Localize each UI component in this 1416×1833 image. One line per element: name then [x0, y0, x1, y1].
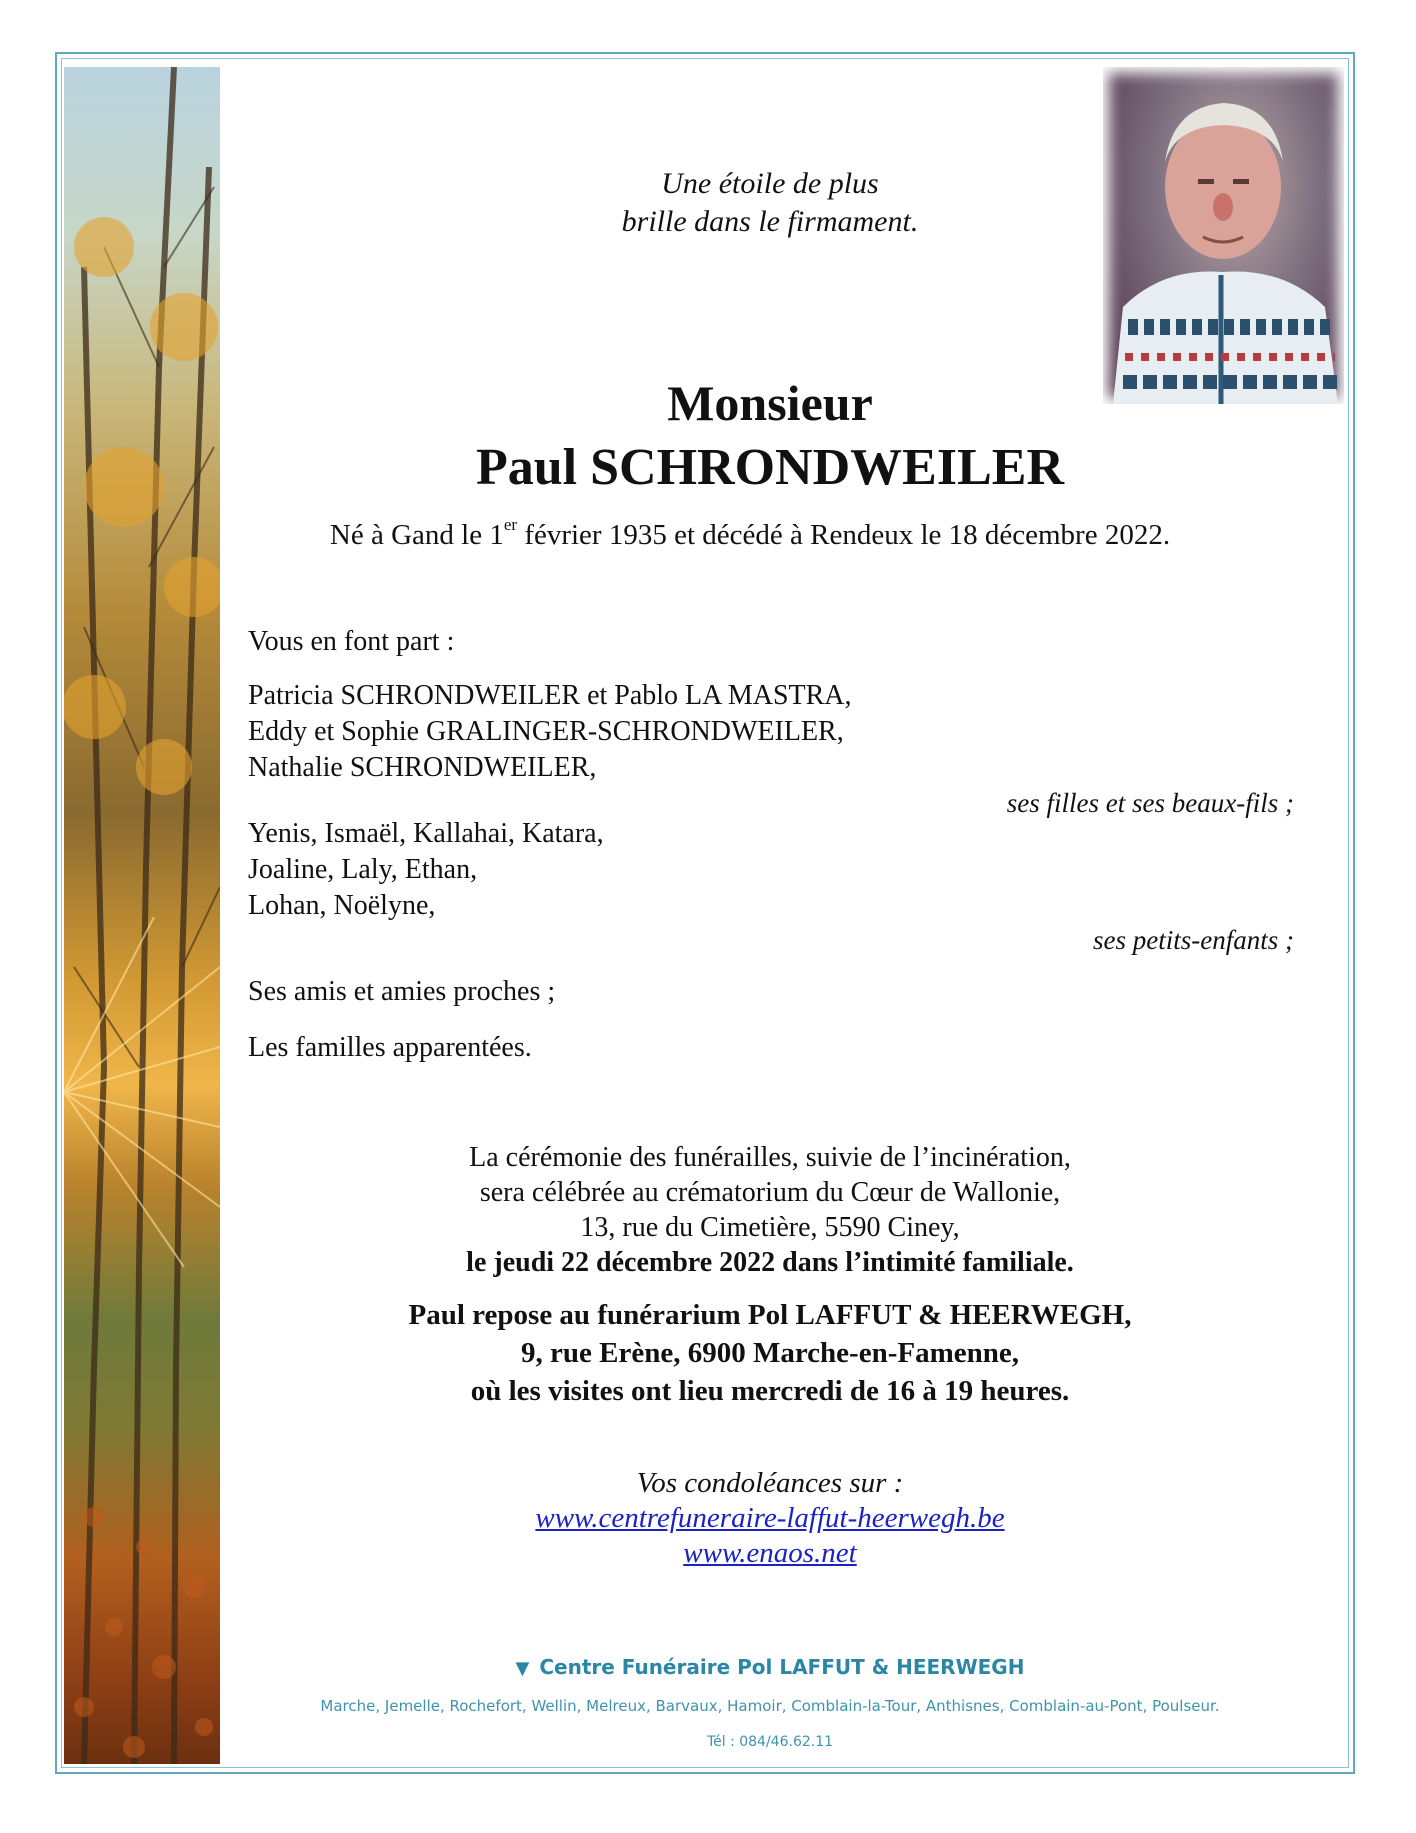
list-item: Yenis, Ismaël, Kallahai, Katara,: [248, 818, 604, 849]
condolences-link-funeral-center[interactable]: www.centrefuneraire-laffut-heerwegh.be: [535, 1502, 1005, 1534]
ceremony-line: La cérémonie des funérailles, suivie de l’incinération,: [469, 1142, 1071, 1173]
epigraph-quote: [420, 165, 1120, 241]
daughters-role: ses filles et ses beaux-fils ;: [1006, 788, 1294, 818]
list-item: Eddy et Sophie GRALINGER-SCHRONDWEILER,: [248, 716, 844, 747]
honorific-title: Monsieur: [667, 375, 873, 431]
list-item: Lohan, Noëlyne,: [248, 890, 436, 921]
portrait-photo: [1103, 67, 1344, 404]
list-item: Patricia SCHRONDWEILER et Pablo LA MASTRA,: [248, 680, 852, 711]
repose-line: 9, rue Erène, 6900 Marche-en-Famenne,: [521, 1337, 1019, 1369]
birth-death-line: [250, 515, 1250, 552]
condolences-label: Vos condoléances sur :: [636, 1467, 904, 1499]
quote-line-1: Une étoile de plus: [661, 167, 879, 200]
funeral-home-title: [320, 1655, 1220, 1679]
triangle-down-icon: ▼: [515, 1658, 530, 1679]
birth-ordinal: er: [503, 515, 518, 534]
ceremony-line: sera célébrée au crématorium du Cœur de Wallonie,: [479, 1177, 1061, 1208]
friends-text: Ses amis et amies proches ;: [248, 976, 556, 1007]
funeral-home-name: Centre Funéraire Pol LAFFUT & HEERWEGH: [539, 1655, 1025, 1679]
daughters-list: [248, 678, 852, 786]
quote-line-2: brille dans le firmament.: [621, 205, 919, 238]
repose-line: Paul repose au funérarium Pol LAFFUT & HEERWEGH,: [408, 1299, 1132, 1331]
ceremony-date: le jeudi 22 décembre 2022 dans l’intimité familiale.: [466, 1247, 1074, 1278]
announce-text: Vous en font part :: [248, 626, 455, 657]
ceremony-details: [320, 1140, 1220, 1280]
repose-details: [320, 1296, 1220, 1410]
funeral-home-locations: Marche, Jemelle, Rochefort, Wellin, Melreux, Barvaux, Hamoir, Comblain-la-Tour, Anthisnes, Comblain-au-Pont, Poulseur.: [320, 1697, 1220, 1715]
autumn-tree-image: [64, 67, 220, 1764]
list-item: Nathalie SCHRONDWEILER,: [248, 752, 597, 783]
families-text: Les familles apparentées.: [248, 1032, 532, 1063]
deceased-name: Paul SCHRONDWEILER: [476, 439, 1064, 496]
condolences-link-enaos[interactable]: www.enaos.net: [683, 1537, 857, 1569]
list-item: Joaline, Laly, Ethan,: [248, 854, 478, 885]
funeral-home-phone: Tél : 084/46.62.11: [706, 1734, 834, 1750]
birth-text: Né à Gand le 1: [329, 519, 504, 551]
grandchildren-list: [248, 816, 604, 924]
repose-line: où les visites ont lieu mercredi de 16 à 19 heures.: [470, 1375, 1070, 1407]
ceremony-line: 13, rue du Cimetière, 5590 Ciney,: [580, 1212, 960, 1243]
death-text: février 1935 et décédé à Rendeux le 18 décembre 2022.: [517, 519, 1171, 551]
grandchildren-role: ses petits-enfants ;: [1093, 925, 1294, 955]
condolences-block: [320, 1466, 1220, 1571]
